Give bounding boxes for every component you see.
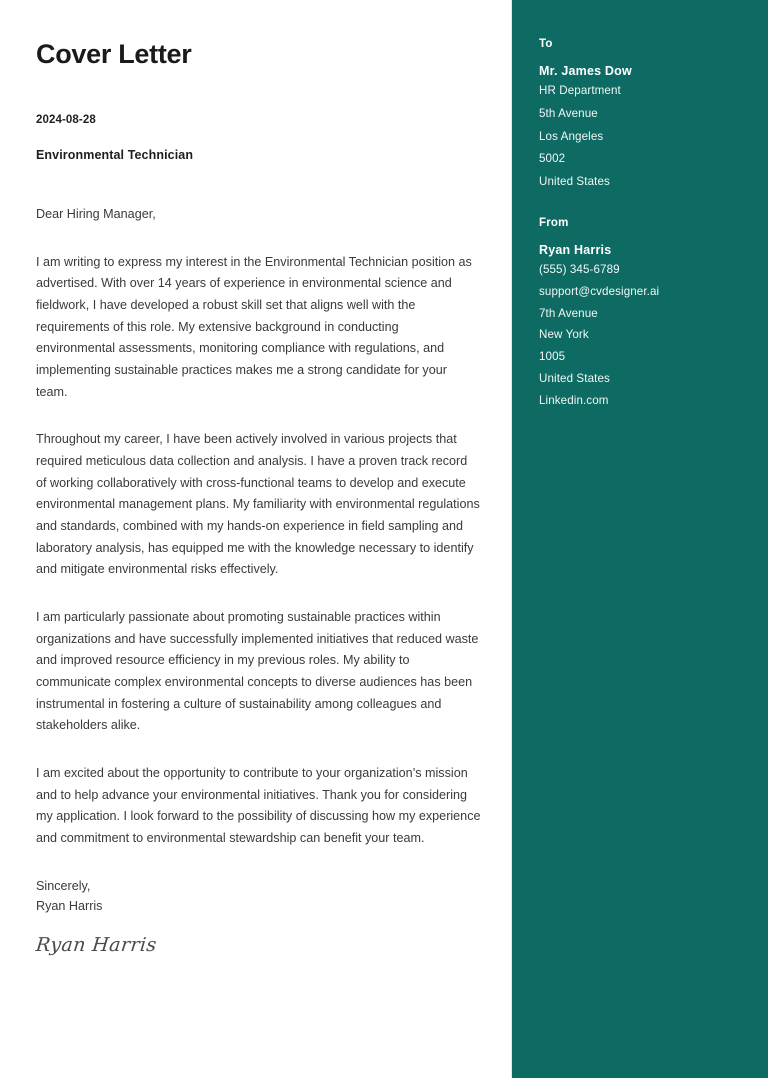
recipient-line: HR Department <box>539 84 621 97</box>
closing-block <box>36 876 481 917</box>
body-paragraph: I am writing to express my interest in the Environmental Technician position as advertised. With over 14 years of experience in environmental science and fieldwork, I have developed a robust skill set that aligns well with the requirements of this role. My extensive background in conducting environmental assessments, monitoring compliance with regulations, and implementing sustainable practices makes me a strong candidate for your team. <box>36 254 472 399</box>
job-title: Environmental Technician <box>36 147 194 162</box>
letter-date: 2024-08-28 <box>36 113 96 126</box>
sender-line: 1005 <box>539 350 566 364</box>
sender-phone: (555) 345-6789 <box>539 262 620 276</box>
body-paragraph: I am excited about the opportunity to contribute to your organization’s mission and to help advance your environmental initiatives. Thank you for considering my application. I look forward to the possibility of discussing how my experience and commitment to environmental stewardship can benefit your team. <box>36 765 481 845</box>
closing-word: Sincerely, <box>36 878 91 893</box>
sender-heading: From <box>539 216 569 229</box>
recipient-name: Mr. James Dow <box>539 64 632 78</box>
closing-name: Ryan Harris <box>36 898 103 913</box>
sender-line: United States <box>539 371 610 385</box>
recipient-line: 5002 <box>539 152 566 166</box>
sender-line: 7th Avenue <box>539 306 598 320</box>
signature: Ryan Harris <box>34 934 158 957</box>
sender-website[interactable]: Linkedin.com <box>539 393 609 407</box>
recipient-line: United States <box>539 175 610 189</box>
sender-email[interactable]: support@cvdesigner.ai <box>539 284 660 298</box>
body-paragraph: I am particularly passionate about promoting sustainable practices within organizations and have successfully implemented initiatives that reduced waste and improved resource efficiency in my previous roles. My ability to communicate complex environmental concepts to diverse audiences has been instrumental in fostering a culture of sustainability among colleagues and stakeholders alike. <box>36 610 479 733</box>
recipient-line: Los Angeles <box>539 129 604 143</box>
recipient-heading: To <box>539 38 553 50</box>
page-title: Cover Letter <box>36 39 192 69</box>
sender-block <box>539 217 750 410</box>
recipient-block <box>539 38 750 191</box>
recipient-line: 5th Avenue <box>539 106 598 120</box>
sender-name: Ryan Harris <box>539 242 612 257</box>
sender-line: New York <box>539 328 589 342</box>
body-paragraph: Throughout my career, I have been actively involved in various projects that required meticulous data collection and analysis. I have a proven track record of working collaboratively with cross-functional teams to develop and execute environmental management plans. My familiarity with environmental regulations and standards, combined with my hands-on experience in field sampling and laboratory analysis, has equipped me with the knowledge necessary to identify and mitigate environmental risks effectively. <box>36 432 480 577</box>
contact-sidebar <box>511 0 768 1078</box>
salutation: Dear Hiring Manager, <box>36 206 156 221</box>
